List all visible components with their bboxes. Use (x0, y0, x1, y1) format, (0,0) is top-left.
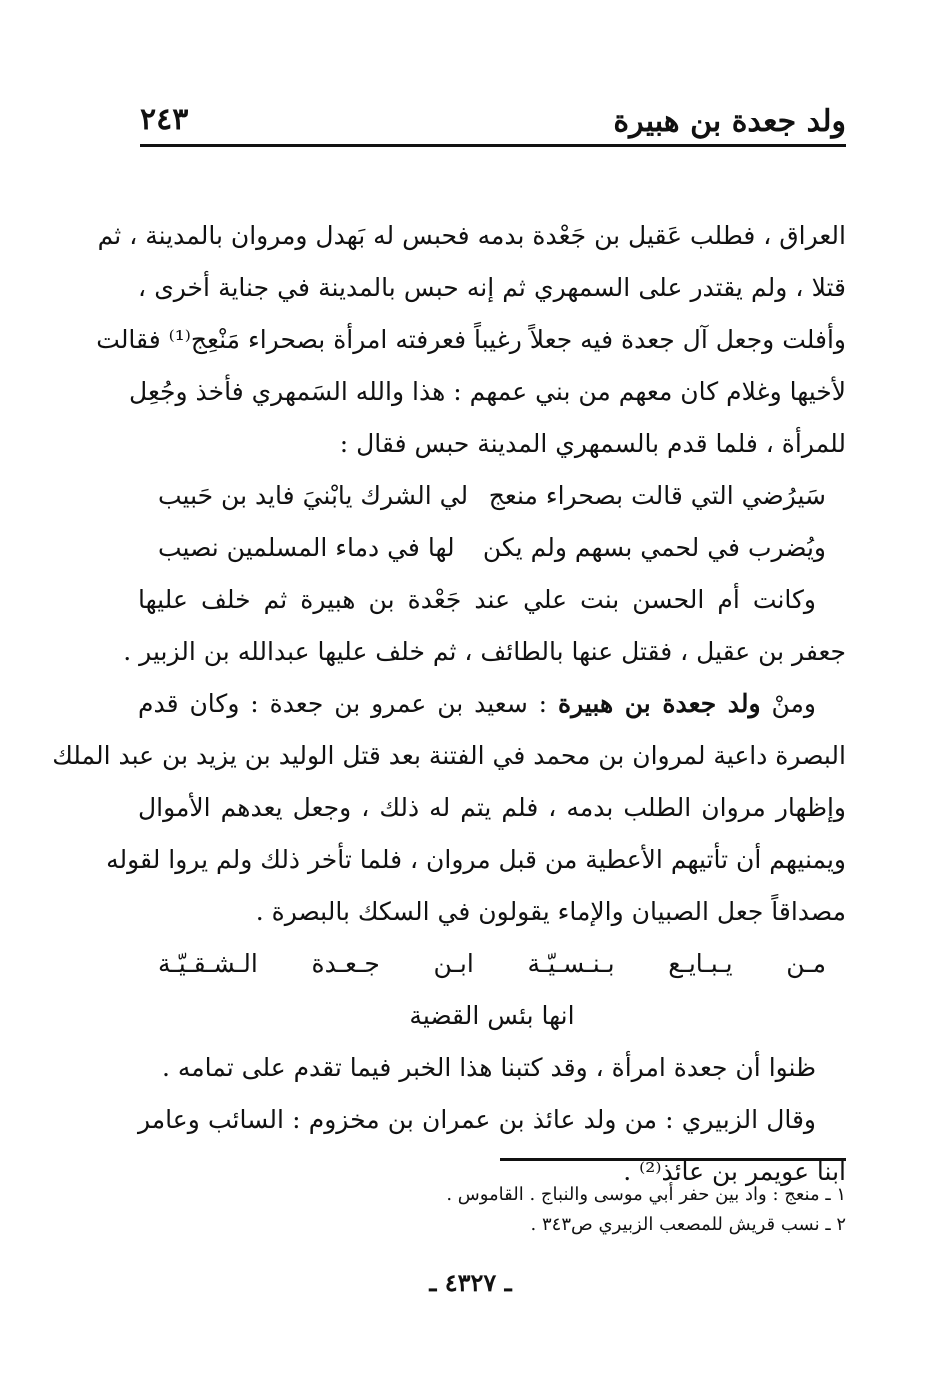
text-line: ظنوا أن جعدة امرأة ، وقد كتبنا هذا الخبر فيما تقدم على تمامه . (161, 1053, 816, 1082)
text-line: وقال الزبيري : من ولد عائذ بن عمران بن مخزوم : السائب وعامر (138, 1105, 816, 1134)
section-heading: ولد جعدة بن هبيرة (557, 689, 761, 718)
text-line: جعفر بن عقيل ، فقتل عنها بالطائف ، ثم خلف عليها عبدالله بن الزبير . (123, 637, 846, 666)
footnote: ١ ـ منعج : واد بين حفر أبي موسى والنباج . القاموس . (446, 1184, 846, 1205)
text-line: البصرة داعية لمروان بن محمد في الفتنة بعد قتل الوليد بن يزيد بن عبد الملك (52, 741, 846, 770)
text-line: مصداقاً جعل الصبيان والإماء يقولون في السكك بالبصرة . (255, 897, 846, 926)
chant-word: ابـن (433, 949, 474, 978)
verse-hemistich: لي الشرك يابْنيَ فايد بن حَبيب (158, 481, 469, 510)
chant-line-2: انها بئس القضية (409, 1001, 575, 1030)
verse-hemistich: سَيرُضي التي قالت بصحراء منعج (488, 481, 826, 510)
chant-line (138, 938, 846, 990)
footnote: ٢ ـ نسب قريش للمصعب الزبيري ص٣٤٣ . (530, 1214, 846, 1235)
header-title: ولد جعدة بن هبيرة (613, 104, 846, 139)
poem-verse (138, 522, 846, 574)
chant-word: الـشـقـيّـة (158, 949, 258, 978)
verse-hemistich: لها في دماء المسلمين نصيب (158, 533, 455, 562)
running-header (140, 98, 846, 147)
text-line: وأفلت وجعل آل جعدة فيه جعلاً رغيباً فعرفته امرأة بصحراء مَنْعِج⁽¹⁾ فقالت (96, 325, 846, 354)
footnotes (140, 1180, 846, 1240)
text-line: للمرأة ، فلما قدم بالسمهري المدينة حبس فقال : (339, 429, 846, 458)
chant-word: مـن (786, 949, 826, 978)
footnote-divider (500, 1158, 846, 1161)
header-page-number: ٢٤٣ (140, 102, 189, 137)
text-line: قتلا ، ولم يقتدر على السمهري ثم إنه حبس بالمدينة في جناية أخرى ، (138, 273, 846, 302)
text-run: : سعيد بن عمرو بن جعدة : وكان قدم (138, 689, 548, 718)
text-line: العراق ، فطلب عَقيل بن جَعْدة بدمه فحبس له بَهدل ومروان بالمدينة ، ثم (97, 221, 846, 250)
main-text (52, 210, 846, 1198)
text-line: وإظهار مروان الطلب بدمه ، فلم يتم له ذلك ، وجعل يعدهم الأموال (138, 793, 846, 822)
section-start-line (138, 678, 846, 730)
text-run: ومنْ (771, 689, 816, 718)
text-line: ويمنيهم أن تأتيهم الأعطية من قبل مروان ، فلما تأخر ذلك ولم يروا لقوله (106, 845, 846, 874)
page-footer-number: ـ ٤٣٢٧ ـ (429, 1268, 512, 1297)
verse-hemistich: ويُضرب في لحمي بسهم ولم يكن (482, 533, 826, 562)
text-line: ابنا عويمر بن عائذ⁽²⁾ . (623, 1157, 846, 1186)
chant-word: بـنـسـيّـة (527, 949, 615, 978)
chant-word: يـبـايـع (668, 949, 733, 978)
chant-word: جـعـدة (311, 949, 380, 978)
poem-verse (138, 470, 846, 522)
text-line: لأخيها وغلام كان معهم من بني عمهم : هذا والله السَمهري فأخذ وجُعِل (129, 377, 846, 406)
text-line: وكانت أم الحسن بنت علي عند جَعْدة بن هبيرة ثم خلف عليها (138, 585, 816, 614)
